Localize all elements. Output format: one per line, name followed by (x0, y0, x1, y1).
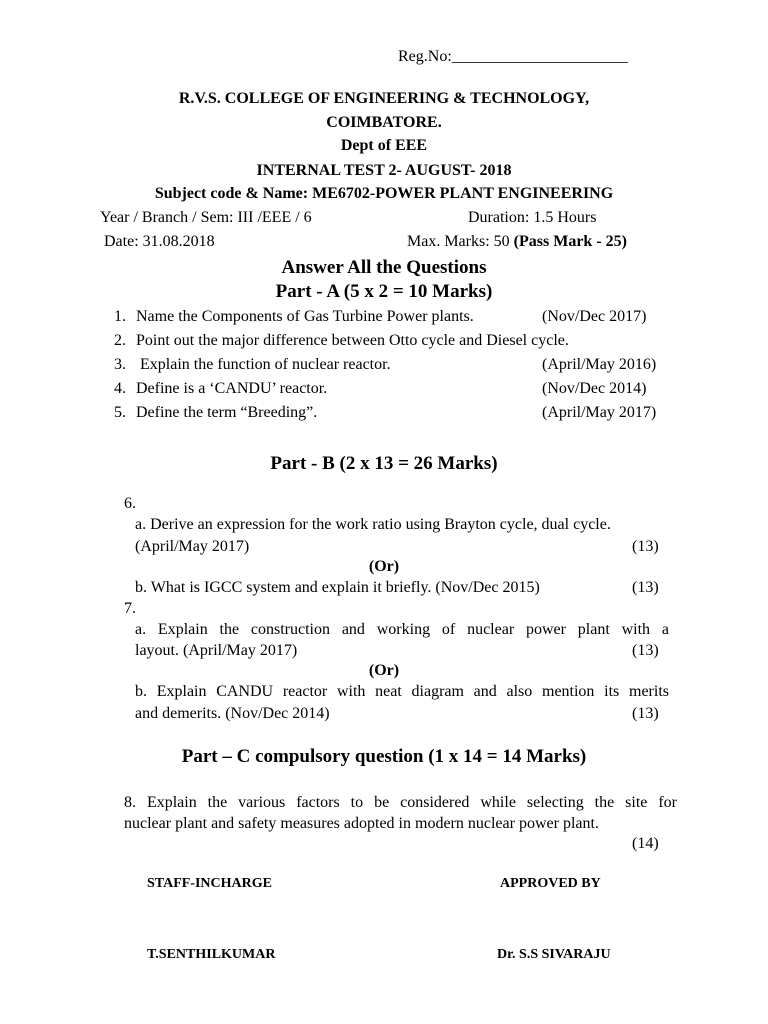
question-row (114, 356, 391, 374)
question-text: Point out the major difference between Otto cycle and Diesel cycle. (136, 332, 569, 349)
question-reference: (Nov/Dec 2014) (542, 380, 647, 397)
college-city: COIMBATORE. (326, 114, 442, 131)
marks-line (407, 233, 627, 251)
reg-no-field: Reg.No:______________________ (398, 48, 628, 65)
question-8-text-cont: nuclear plant and safety measures adopted in modern nuclear power plant. (124, 815, 599, 832)
staff-name: T.SENTHILKUMAR (147, 947, 276, 962)
question-7b-marks: (13) (632, 705, 659, 722)
subject-line: Subject code & Name: ME6702-POWER PLANT ENGINEERING (154, 185, 614, 202)
question-text: Define the term “Breeding”. (136, 404, 318, 421)
pass-mark: (Pass Mark - 25) (513, 233, 627, 250)
college-name: R.V.S. COLLEGE OF ENGINEERING & TECHNOLOGY, (178, 90, 590, 107)
or-separator: (Or) (368, 662, 400, 679)
question-7b-text-cont: and demerits. (Nov/Dec 2014) (135, 705, 330, 722)
part-c-title: Part – C compulsory question (1 x 14 = 14 Marks) (181, 746, 587, 767)
question-row (114, 308, 474, 326)
or-separator: (Or) (368, 558, 400, 575)
approved-by-label: APPROVED BY (500, 876, 601, 891)
question-text: Define is a ‘CANDU’ reactor. (136, 380, 328, 397)
question-number: 3. (114, 356, 126, 373)
question-6a-text: a. Derive an expression for the work ratio using Brayton cycle, dual cycle. (135, 516, 611, 533)
question-number: 1. (114, 308, 126, 325)
question-7a-text-cont: layout. (April/May 2017) (135, 642, 298, 659)
department: Dept of EEE (340, 137, 428, 154)
question-row (114, 380, 327, 398)
part-b-title: Part - B (2 x 13 = 26 Marks) (270, 453, 498, 474)
question-reference: (April/May 2017) (542, 404, 657, 421)
approver-name: Dr. S.S SIVARAJU (497, 947, 611, 962)
question-reference: (Nov/Dec 2017) (542, 308, 647, 325)
question-8-text: 8. Explain the various factors to be considered while selecting the site for (124, 794, 677, 811)
question-6a-reference: (April/May 2017) (135, 538, 250, 555)
part-a-title: Part - A (5 x 2 = 10 Marks) (275, 281, 493, 302)
question-row (114, 404, 317, 422)
question-text: Name the Components of Gas Turbine Power plants. (136, 308, 474, 325)
question-number: 6. (124, 495, 136, 512)
question-reference: (April/May 2016) (542, 356, 657, 373)
test-title: INTERNAL TEST 2- AUGUST- 2018 (256, 162, 512, 179)
question-text: Explain the function of nuclear reactor. (136, 356, 391, 373)
max-marks: Max. Marks: 50 (407, 233, 510, 250)
year-branch-sem: Year / Branch / Sem: III /EEE / 6 (100, 209, 312, 226)
question-6b-text: b. What is IGCC system and explain it briefly. (Nov/Dec 2015) (135, 579, 540, 596)
instructions-heading: Answer All the Questions (281, 257, 487, 278)
question-6b-marks: (13) (632, 579, 659, 596)
staff-incharge-label: STAFF-INCHARGE (147, 876, 272, 891)
exam-date: Date: 31.08.2018 (104, 233, 215, 250)
duration: Duration: 1.5 Hours (468, 209, 597, 226)
question-row (114, 332, 569, 350)
question-number: 4. (114, 380, 126, 397)
question-7b-text: b. Explain CANDU reactor with neat diagram and also mention its merits (135, 683, 669, 700)
question-7a-text: a. Explain the construction and working of nuclear power plant with a (135, 621, 669, 638)
question-number: 7. (124, 600, 136, 617)
question-7a-marks: (13) (632, 642, 659, 659)
question-number: 5. (114, 404, 126, 421)
question-number: 2. (114, 332, 126, 349)
question-8-marks: (14) (632, 835, 659, 852)
question-6a-marks: (13) (632, 538, 659, 555)
